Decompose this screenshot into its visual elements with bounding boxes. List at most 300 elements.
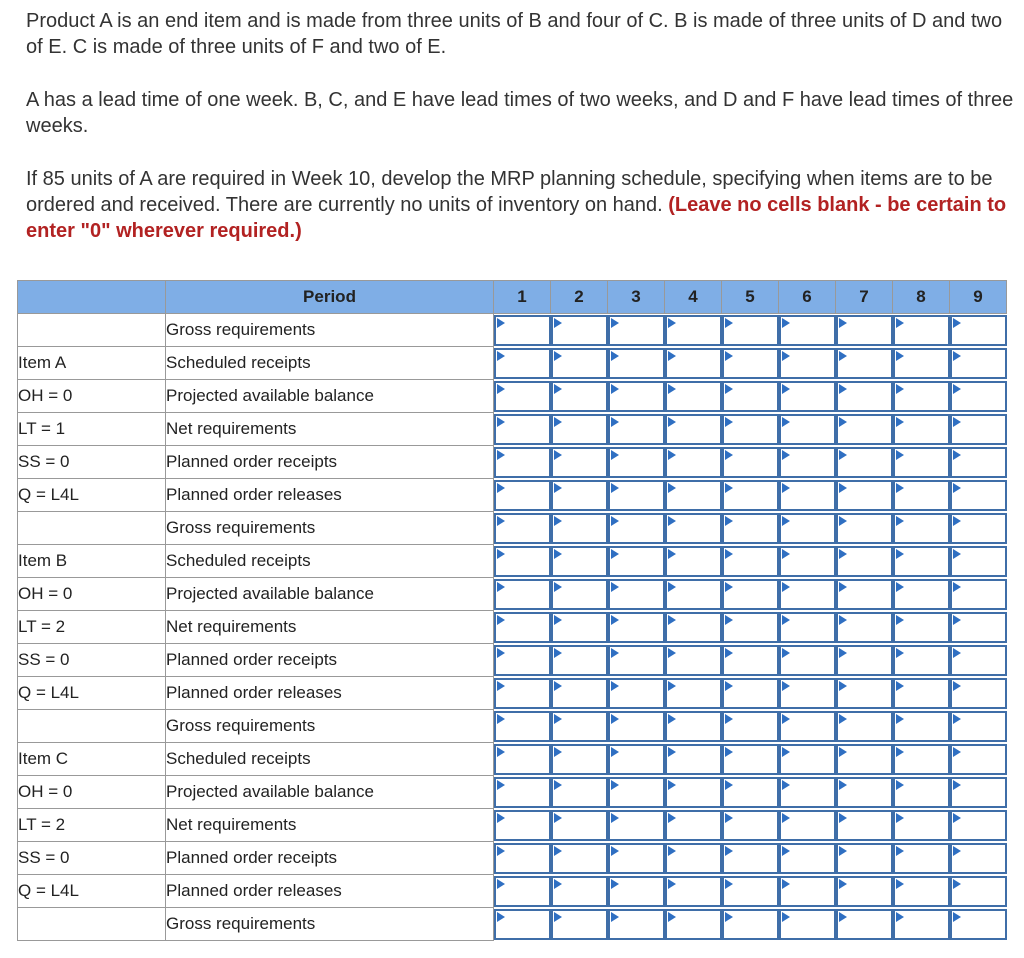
answer-field[interactable]	[779, 678, 836, 709]
answer-field[interactable]	[608, 876, 665, 907]
answer-input[interactable]	[952, 548, 1005, 575]
answer-input[interactable]	[553, 317, 606, 344]
answer-input[interactable]	[952, 878, 1005, 905]
answer-field[interactable]	[494, 315, 551, 346]
answer-input[interactable]	[895, 317, 948, 344]
answer-input[interactable]	[667, 350, 720, 377]
answer-field[interactable]	[836, 546, 893, 577]
answer-field[interactable]	[950, 711, 1007, 742]
answer-input[interactable]	[553, 548, 606, 575]
answer-input[interactable]	[553, 746, 606, 773]
answer-input[interactable]	[553, 416, 606, 443]
answer-field[interactable]	[950, 381, 1007, 412]
answer-input[interactable]	[952, 416, 1005, 443]
answer-field[interactable]	[494, 645, 551, 676]
answer-input[interactable]	[610, 416, 663, 443]
answer-input[interactable]	[496, 911, 549, 938]
answer-field[interactable]	[950, 546, 1007, 577]
answer-field[interactable]	[836, 744, 893, 775]
answer-input[interactable]	[781, 515, 834, 542]
answer-input[interactable]	[667, 911, 720, 938]
answer-input[interactable]	[610, 548, 663, 575]
answer-input[interactable]	[667, 779, 720, 806]
answer-field[interactable]	[722, 579, 779, 610]
answer-input[interactable]	[895, 383, 948, 410]
answer-input[interactable]	[781, 779, 834, 806]
answer-input[interactable]	[952, 515, 1005, 542]
answer-input[interactable]	[667, 317, 720, 344]
answer-field[interactable]	[665, 513, 722, 544]
answer-input[interactable]	[724, 713, 777, 740]
answer-field[interactable]	[608, 513, 665, 544]
answer-field[interactable]	[665, 777, 722, 808]
answer-input[interactable]	[838, 548, 891, 575]
answer-field[interactable]	[950, 876, 1007, 907]
answer-input[interactable]	[496, 350, 549, 377]
answer-field[interactable]	[893, 546, 950, 577]
answer-input[interactable]	[610, 911, 663, 938]
answer-field[interactable]	[836, 414, 893, 445]
answer-input[interactable]	[553, 779, 606, 806]
answer-field[interactable]	[665, 678, 722, 709]
answer-field[interactable]	[665, 645, 722, 676]
answer-input[interactable]	[667, 449, 720, 476]
answer-input[interactable]	[781, 812, 834, 839]
answer-input[interactable]	[496, 713, 549, 740]
answer-field[interactable]	[836, 447, 893, 478]
answer-input[interactable]	[610, 449, 663, 476]
answer-input[interactable]	[838, 383, 891, 410]
answer-field[interactable]	[950, 579, 1007, 610]
answer-field[interactable]	[494, 777, 551, 808]
answer-field[interactable]	[722, 810, 779, 841]
answer-input[interactable]	[724, 614, 777, 641]
answer-field[interactable]	[893, 777, 950, 808]
answer-field[interactable]	[722, 381, 779, 412]
answer-field[interactable]	[608, 744, 665, 775]
answer-field[interactable]	[836, 513, 893, 544]
answer-field[interactable]	[551, 876, 608, 907]
answer-field[interactable]	[551, 315, 608, 346]
answer-field[interactable]	[608, 315, 665, 346]
answer-field[interactable]	[893, 381, 950, 412]
answer-input[interactable]	[724, 548, 777, 575]
answer-field[interactable]	[722, 414, 779, 445]
answer-field[interactable]	[836, 711, 893, 742]
answer-field[interactable]	[893, 876, 950, 907]
answer-field[interactable]	[893, 711, 950, 742]
answer-input[interactable]	[781, 548, 834, 575]
answer-field[interactable]	[494, 480, 551, 511]
answer-field[interactable]	[608, 777, 665, 808]
answer-input[interactable]	[496, 317, 549, 344]
answer-input[interactable]	[895, 746, 948, 773]
answer-field[interactable]	[494, 348, 551, 379]
answer-field[interactable]	[608, 909, 665, 940]
answer-field[interactable]	[608, 546, 665, 577]
answer-input[interactable]	[496, 746, 549, 773]
answer-input[interactable]	[610, 647, 663, 674]
answer-input[interactable]	[667, 878, 720, 905]
answer-input[interactable]	[610, 317, 663, 344]
answer-field[interactable]	[893, 414, 950, 445]
answer-field[interactable]	[836, 678, 893, 709]
answer-input[interactable]	[610, 779, 663, 806]
answer-field[interactable]	[950, 414, 1007, 445]
answer-field[interactable]	[836, 777, 893, 808]
answer-input[interactable]	[838, 680, 891, 707]
answer-field[interactable]	[494, 513, 551, 544]
answer-field[interactable]	[665, 876, 722, 907]
answer-field[interactable]	[608, 348, 665, 379]
answer-field[interactable]	[665, 579, 722, 610]
answer-input[interactable]	[496, 614, 549, 641]
answer-field[interactable]	[494, 546, 551, 577]
answer-field[interactable]	[893, 480, 950, 511]
answer-input[interactable]	[667, 845, 720, 872]
answer-input[interactable]	[553, 812, 606, 839]
answer-field[interactable]	[608, 480, 665, 511]
answer-field[interactable]	[722, 711, 779, 742]
answer-input[interactable]	[895, 878, 948, 905]
answer-input[interactable]	[724, 449, 777, 476]
answer-field[interactable]	[551, 348, 608, 379]
answer-field[interactable]	[551, 711, 608, 742]
answer-field[interactable]	[779, 579, 836, 610]
answer-field[interactable]	[608, 711, 665, 742]
answer-input[interactable]	[724, 779, 777, 806]
answer-field[interactable]	[779, 810, 836, 841]
answer-field[interactable]	[950, 909, 1007, 940]
answer-field[interactable]	[665, 744, 722, 775]
answer-field[interactable]	[836, 909, 893, 940]
answer-input[interactable]	[895, 911, 948, 938]
answer-input[interactable]	[610, 515, 663, 542]
answer-field[interactable]	[494, 810, 551, 841]
answer-field[interactable]	[665, 546, 722, 577]
answer-field[interactable]	[665, 711, 722, 742]
answer-field[interactable]	[494, 447, 551, 478]
answer-input[interactable]	[610, 878, 663, 905]
answer-input[interactable]	[952, 350, 1005, 377]
answer-input[interactable]	[553, 845, 606, 872]
answer-field[interactable]	[779, 546, 836, 577]
answer-input[interactable]	[952, 779, 1005, 806]
answer-input[interactable]	[610, 383, 663, 410]
answer-input[interactable]	[496, 482, 549, 509]
answer-field[interactable]	[893, 645, 950, 676]
answer-input[interactable]	[952, 713, 1005, 740]
answer-field[interactable]	[494, 381, 551, 412]
answer-input[interactable]	[895, 482, 948, 509]
answer-field[interactable]	[608, 810, 665, 841]
answer-field[interactable]	[494, 612, 551, 643]
answer-field[interactable]	[665, 480, 722, 511]
answer-input[interactable]	[667, 383, 720, 410]
answer-input[interactable]	[724, 680, 777, 707]
answer-field[interactable]	[893, 843, 950, 874]
answer-input[interactable]	[667, 647, 720, 674]
answer-input[interactable]	[838, 845, 891, 872]
answer-input[interactable]	[952, 317, 1005, 344]
answer-input[interactable]	[610, 713, 663, 740]
answer-field[interactable]	[722, 546, 779, 577]
answer-input[interactable]	[895, 647, 948, 674]
answer-input[interactable]	[496, 680, 549, 707]
answer-field[interactable]	[551, 546, 608, 577]
answer-input[interactable]	[781, 416, 834, 443]
answer-field[interactable]	[950, 810, 1007, 841]
answer-field[interactable]	[608, 447, 665, 478]
answer-field[interactable]	[608, 381, 665, 412]
answer-input[interactable]	[895, 812, 948, 839]
answer-input[interactable]	[895, 416, 948, 443]
answer-input[interactable]	[553, 515, 606, 542]
answer-field[interactable]	[722, 612, 779, 643]
answer-input[interactable]	[952, 482, 1005, 509]
answer-field[interactable]	[779, 843, 836, 874]
answer-input[interactable]	[667, 680, 720, 707]
answer-input[interactable]	[553, 350, 606, 377]
answer-input[interactable]	[496, 878, 549, 905]
answer-field[interactable]	[779, 513, 836, 544]
answer-input[interactable]	[496, 416, 549, 443]
answer-input[interactable]	[952, 746, 1005, 773]
answer-input[interactable]	[724, 581, 777, 608]
answer-field[interactable]	[836, 843, 893, 874]
answer-field[interactable]	[722, 777, 779, 808]
answer-input[interactable]	[838, 449, 891, 476]
answer-field[interactable]	[893, 810, 950, 841]
answer-input[interactable]	[895, 845, 948, 872]
answer-field[interactable]	[494, 678, 551, 709]
answer-field[interactable]	[836, 315, 893, 346]
answer-field[interactable]	[722, 315, 779, 346]
answer-input[interactable]	[553, 482, 606, 509]
answer-field[interactable]	[779, 909, 836, 940]
answer-field[interactable]	[836, 810, 893, 841]
answer-input[interactable]	[838, 713, 891, 740]
answer-field[interactable]	[665, 612, 722, 643]
answer-field[interactable]	[779, 348, 836, 379]
answer-input[interactable]	[724, 416, 777, 443]
answer-field[interactable]	[551, 843, 608, 874]
answer-field[interactable]	[722, 843, 779, 874]
answer-field[interactable]	[494, 744, 551, 775]
answer-input[interactable]	[781, 911, 834, 938]
answer-field[interactable]	[494, 843, 551, 874]
answer-field[interactable]	[551, 678, 608, 709]
answer-field[interactable]	[608, 612, 665, 643]
answer-input[interactable]	[838, 581, 891, 608]
answer-input[interactable]	[781, 614, 834, 641]
answer-field[interactable]	[893, 513, 950, 544]
answer-input[interactable]	[781, 680, 834, 707]
answer-field[interactable]	[893, 744, 950, 775]
answer-input[interactable]	[724, 383, 777, 410]
answer-field[interactable]	[950, 315, 1007, 346]
answer-input[interactable]	[781, 581, 834, 608]
answer-field[interactable]	[551, 777, 608, 808]
answer-input[interactable]	[838, 515, 891, 542]
answer-field[interactable]	[722, 909, 779, 940]
answer-field[interactable]	[551, 414, 608, 445]
answer-input[interactable]	[724, 317, 777, 344]
answer-field[interactable]	[551, 909, 608, 940]
answer-field[interactable]	[494, 909, 551, 940]
answer-field[interactable]	[551, 480, 608, 511]
answer-input[interactable]	[667, 581, 720, 608]
answer-field[interactable]	[836, 480, 893, 511]
answer-field[interactable]	[608, 414, 665, 445]
answer-field[interactable]	[551, 744, 608, 775]
answer-input[interactable]	[496, 812, 549, 839]
answer-input[interactable]	[610, 350, 663, 377]
answer-input[interactable]	[781, 482, 834, 509]
answer-input[interactable]	[667, 713, 720, 740]
answer-input[interactable]	[781, 317, 834, 344]
answer-field[interactable]	[608, 645, 665, 676]
answer-field[interactable]	[836, 645, 893, 676]
answer-field[interactable]	[893, 678, 950, 709]
answer-input[interactable]	[610, 482, 663, 509]
answer-field[interactable]	[665, 315, 722, 346]
answer-field[interactable]	[893, 348, 950, 379]
answer-field[interactable]	[950, 678, 1007, 709]
answer-input[interactable]	[838, 416, 891, 443]
answer-input[interactable]	[781, 878, 834, 905]
answer-input[interactable]	[952, 581, 1005, 608]
answer-field[interactable]	[950, 645, 1007, 676]
answer-input[interactable]	[496, 647, 549, 674]
answer-field[interactable]	[779, 645, 836, 676]
answer-input[interactable]	[553, 911, 606, 938]
answer-input[interactable]	[838, 878, 891, 905]
answer-input[interactable]	[553, 581, 606, 608]
answer-field[interactable]	[950, 744, 1007, 775]
answer-input[interactable]	[610, 581, 663, 608]
answer-field[interactable]	[836, 579, 893, 610]
answer-input[interactable]	[895, 779, 948, 806]
answer-input[interactable]	[724, 911, 777, 938]
answer-field[interactable]	[608, 843, 665, 874]
answer-input[interactable]	[895, 449, 948, 476]
answer-field[interactable]	[893, 447, 950, 478]
answer-input[interactable]	[610, 746, 663, 773]
answer-input[interactable]	[838, 350, 891, 377]
answer-input[interactable]	[610, 845, 663, 872]
answer-field[interactable]	[722, 678, 779, 709]
answer-field[interactable]	[608, 678, 665, 709]
answer-field[interactable]	[494, 579, 551, 610]
answer-field[interactable]	[779, 744, 836, 775]
answer-input[interactable]	[553, 449, 606, 476]
answer-field[interactable]	[494, 876, 551, 907]
answer-input[interactable]	[724, 746, 777, 773]
answer-input[interactable]	[781, 845, 834, 872]
answer-input[interactable]	[952, 845, 1005, 872]
answer-input[interactable]	[895, 515, 948, 542]
answer-field[interactable]	[551, 612, 608, 643]
answer-field[interactable]	[722, 447, 779, 478]
answer-input[interactable]	[781, 383, 834, 410]
answer-input[interactable]	[724, 878, 777, 905]
answer-field[interactable]	[551, 579, 608, 610]
answer-field[interactable]	[950, 612, 1007, 643]
answer-field[interactable]	[722, 480, 779, 511]
answer-field[interactable]	[779, 711, 836, 742]
answer-field[interactable]	[836, 876, 893, 907]
answer-input[interactable]	[838, 911, 891, 938]
answer-input[interactable]	[781, 647, 834, 674]
answer-input[interactable]	[667, 515, 720, 542]
answer-field[interactable]	[950, 447, 1007, 478]
answer-input[interactable]	[724, 845, 777, 872]
answer-input[interactable]	[952, 614, 1005, 641]
answer-field[interactable]	[779, 876, 836, 907]
answer-field[interactable]	[494, 414, 551, 445]
answer-field[interactable]	[551, 513, 608, 544]
answer-input[interactable]	[553, 713, 606, 740]
answer-input[interactable]	[952, 647, 1005, 674]
answer-input[interactable]	[610, 812, 663, 839]
answer-input[interactable]	[496, 581, 549, 608]
answer-input[interactable]	[724, 482, 777, 509]
answer-input[interactable]	[610, 680, 663, 707]
answer-input[interactable]	[724, 812, 777, 839]
answer-input[interactable]	[553, 614, 606, 641]
answer-input[interactable]	[895, 581, 948, 608]
answer-field[interactable]	[665, 810, 722, 841]
answer-field[interactable]	[722, 348, 779, 379]
answer-field[interactable]	[665, 348, 722, 379]
answer-input[interactable]	[724, 350, 777, 377]
answer-field[interactable]	[893, 579, 950, 610]
answer-input[interactable]	[838, 812, 891, 839]
answer-input[interactable]	[781, 350, 834, 377]
answer-input[interactable]	[496, 779, 549, 806]
answer-input[interactable]	[553, 383, 606, 410]
answer-field[interactable]	[950, 513, 1007, 544]
answer-field[interactable]	[893, 315, 950, 346]
answer-field[interactable]	[722, 876, 779, 907]
answer-field[interactable]	[665, 414, 722, 445]
answer-field[interactable]	[551, 447, 608, 478]
answer-field[interactable]	[779, 381, 836, 412]
answer-input[interactable]	[496, 515, 549, 542]
answer-input[interactable]	[667, 548, 720, 575]
answer-input[interactable]	[667, 614, 720, 641]
answer-input[interactable]	[838, 746, 891, 773]
answer-input[interactable]	[553, 680, 606, 707]
answer-input[interactable]	[895, 614, 948, 641]
answer-input[interactable]	[667, 482, 720, 509]
answer-field[interactable]	[950, 777, 1007, 808]
answer-input[interactable]	[496, 383, 549, 410]
answer-input[interactable]	[952, 911, 1005, 938]
answer-input[interactable]	[667, 746, 720, 773]
answer-input[interactable]	[781, 746, 834, 773]
answer-field[interactable]	[665, 843, 722, 874]
answer-field[interactable]	[779, 480, 836, 511]
answer-input[interactable]	[724, 515, 777, 542]
answer-field[interactable]	[893, 909, 950, 940]
answer-field[interactable]	[950, 348, 1007, 379]
answer-input[interactable]	[553, 878, 606, 905]
answer-field[interactable]	[950, 843, 1007, 874]
answer-input[interactable]	[952, 680, 1005, 707]
answer-field[interactable]	[551, 810, 608, 841]
